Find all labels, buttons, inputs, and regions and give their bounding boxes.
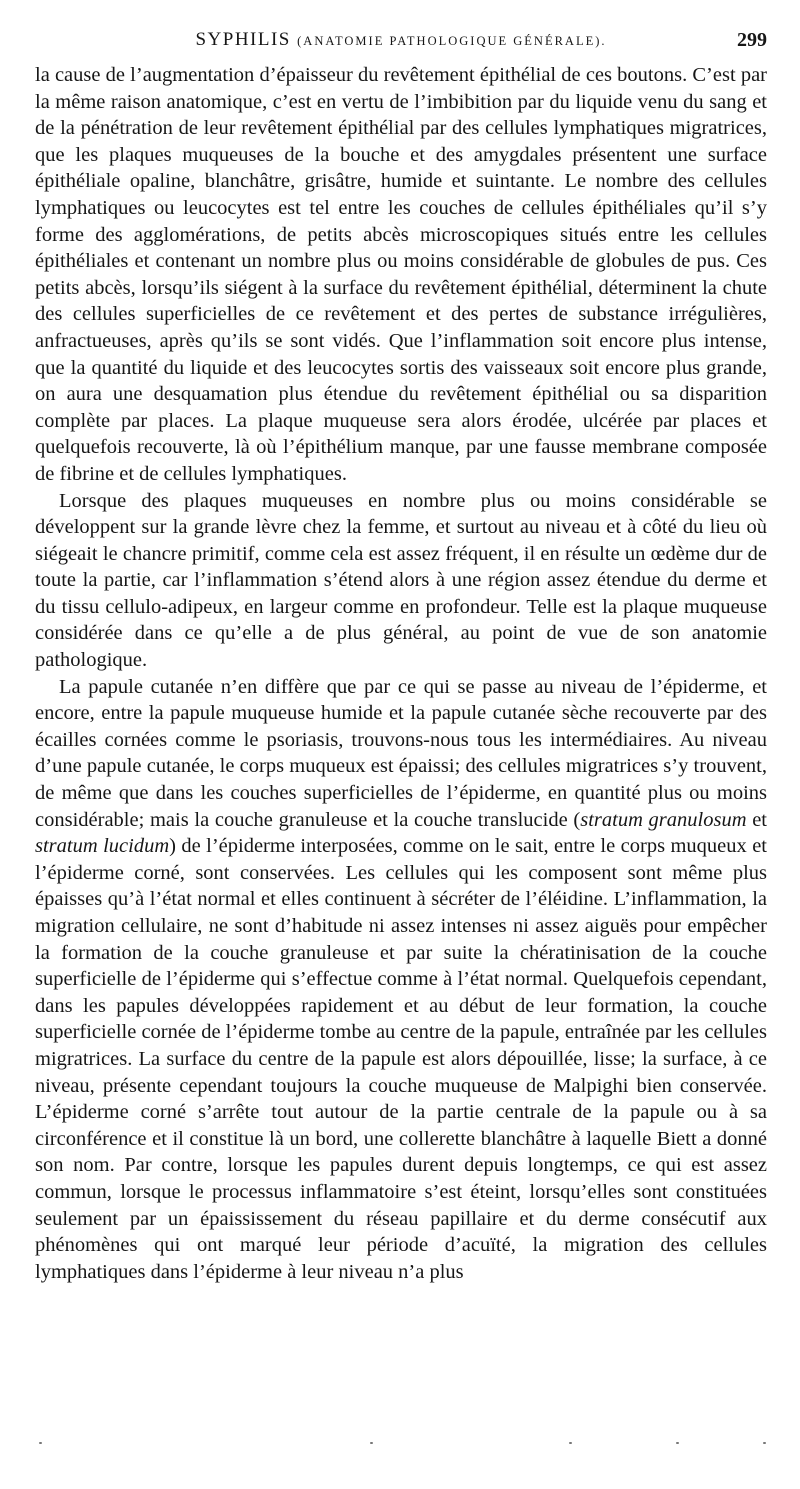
text-run: la cause de l’augmentation d’épaisseur du revêtement épithélial de ces boutons. C’est par la même raison anatomique, c’est en vertu de l’imbibition par du liquide venu du sang et de la pénétration de leur revêtement épithélial par des cellules lymphatiques migratrices, que les plaques muqueuses de la bouche et des amygdales présentent une surface épithéliale opaline, blanchâtre, grisâtre, humide et suintante. Le nombre des cellules lymphatiques ou leucocytes est tel entre les couches de cellules épithéliales qu’il s’y forme des agglomérations, de petits abcès microscopiques situés entre les cellules épithéliales et contenant un nombre plus ou moins considérable de globules de pus. Ces petits abcès, lorsqu’ils siégent à la surface du revêtement épithélial, déterminent la chute des cellules superficielles de ce revêtement et des pertes de substance irrégulières, anfractueuses, après qu’ils se sont vidés. Que l’inflammation soit encore plus intense, que la quantité du liquide et des leucocytes sortis des vaisseaux soit encore plus grande, on aura une desquamation plus étendue du revêtement épithélial ou sa disparition complète par places. La plaque muqueuse sera alors érodée, ulcérée par places et quelquefois recouverte, là où l’épithélium manque, par une fausse membrane composée de fibrine et de cellules lymphatiques. (35, 64, 767, 485)
scan-mark (370, 1442, 373, 1444)
scan-mark (676, 1442, 679, 1444)
scan-mark (569, 1442, 572, 1444)
paragraph (35, 674, 767, 1286)
paragraph (35, 488, 767, 674)
running-head-title: SYPHILIS (195, 29, 291, 50)
body-text (35, 62, 767, 1285)
page-header (35, 0, 767, 50)
page-content (35, 0, 767, 50)
bottom-scan-marks (35, 1442, 767, 1448)
italic-term: stratum lucidum (35, 835, 170, 858)
scan-mark (763, 1442, 766, 1444)
scan-mark (39, 1442, 42, 1444)
text-run: La papule cutanée n’en diffère que par ce qui se passe au niveau de l’épiderme, et encore, entre la papule muqueuse humide et la papule cutanée sèche recouverte par des écailles cornées comme le psoriasis, trouvons-nous tous les intermédiaires. Au niveau d’une papule cutanée, le corps muqueux est épaissi; des cellules migratrices s’y trouvent, de même que dans les couches superficielles de l’épiderme, en quantité plus ou moins considérable; mais la couche granuleuse et la couche translucide ( (35, 675, 767, 831)
text-run: ) de l’épiderme interposées, comme on le sait, entre le corps muqueux et l’épiderme corné, sont conservées. Les cellules qui les composent sont même plus épaisses qu’à l’état normal et elles continuent à sécréter de l’éléidine. L’inflammation, la migration cellulaire, ne sont d’habitude ni assez intenses ni assez aiguës pour empêcher la formation de la couche granuleuse et par suite la chératinisation de la couche superficielle de l’épiderme qui s’effectue comme à l’état normal. Quelquefois cependant, dans les papules développées rapidement et au début de leur formation, la couche superficielle cornée de l’épiderme tombe au centre de la papule, entraînée par les cellules migratrices. La surface du centre de la papule est alors dépouillée, lisse; la surface, à ce niveau, présente cependant toujours la couche muqueuse de Malpighi bien conservée. L’épiderme corné s’arrête tout autour de la partie centrale de la papule ou à sa circonférence et il constitue là un bord, une collerette blanchâtre à laquelle Biett a donné son nom. Par contre, lorsque les papules durent depuis longtemps, ce qui est assez commun, lorsque le processus inflammatoire s’est éteint, lorsqu’elles sont constituées seulement par un épaississement du réseau papillaire et du derme consécutif aux phénomènes qui ont marqué leur période d’acuïté, la migration des cellules lymphatiques dans l’épiderme à leur niveau n’a plus (35, 835, 767, 1283)
paragraph (35, 62, 767, 488)
page-number: 299 (737, 29, 767, 51)
text-run: Lorsque des plaques muqueuses en nombre plus ou moins considérable se développent sur la grande lèvre chez la femme, et surtout au niveau et à côté du lieu où siégeait le chancre primitif, comme cela est assez fréquent, il en résulte un œdème dur de toute la partie, car l’inflammation s’étend alors à une région assez étendue du derme et du tissu cellulo-adipeux, en largeur comme en profondeur. Telle est la plaque muqueuse considérée dans ce qu’elle a de plus général, au point de vue de son anatomie pathologique. (35, 489, 767, 672)
running-head (35, 29, 767, 52)
italic-term: stratum granulosum (580, 808, 747, 831)
text-run: et (746, 808, 767, 831)
running-head-subtitle: (ANATOMIE PATHOLOGIQUE GÉNÉRALE). (297, 34, 607, 48)
